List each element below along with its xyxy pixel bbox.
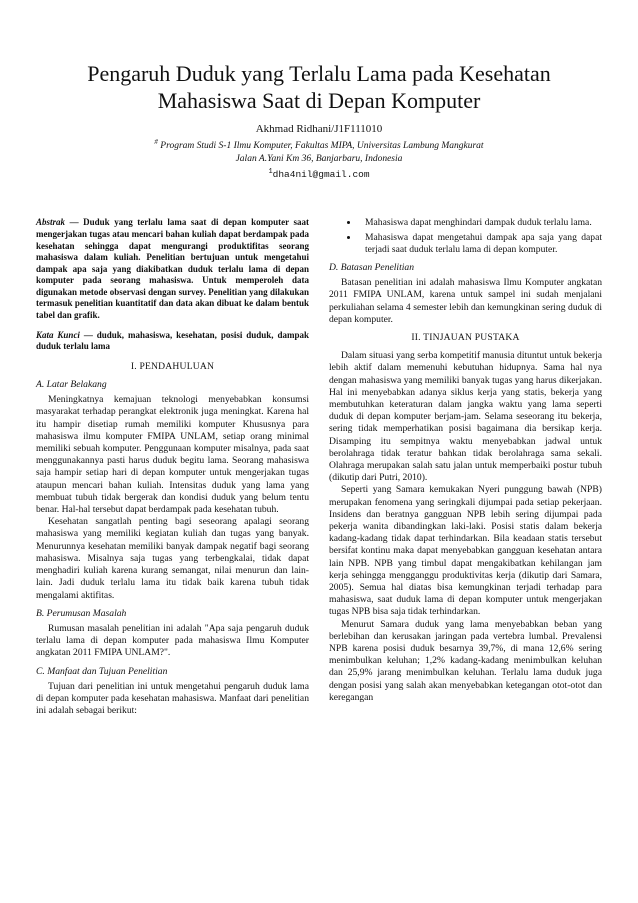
abstract-text: — Duduk yang terlalu lama saat di depan komputer saat mengerjakan tugas atau mencari bahan kuliah dapat berdampak pada kesehatan sehingga dapat mengurangi produktifitas seorang mahasiswa dalam kuliah. Penelitian bertujuan untuk mengetahui dampak apa saja yang diakibatkan duduk terlalu lama di depan komputer pada seorang mahasiswa. Untuk memperoleh data digunakan metode observasi dengan survey. Penelitian yang dilakukan termasuk penelitian kuantitatif dan data akan dibuat ke dalam bentuk tabel dan grafik. bbox=[36, 217, 309, 321]
subsection-c: C. Manfaat dan Tujuan Penelitian bbox=[36, 665, 168, 677]
paragraph-2b: Seperti yang Samara kemukakan Nyeri punggung bawah (NPB) merupakan fenomena yang seringkali dijumpai pada setiap pekerjaan. Insidens dan beratnya gangguan NPB lebih sering dijumpai pada pekerja wanita dibandingkan laki-laki. Posisi statis dalam bekerja kadang-kadang tidak dapat terhindarkan. Bila keadaan statis tersebut bersifat kontinu maka dapat menyebabkan gangguan kesehatan antara lain NPB. NPB yang timbul dapat mengakibatkan kehilangan jam kerja sehingga mengganggu produktivitas kerja (dikutip dari Samara, 2005). Semua hal diatas bisa kemungkinan terjadi terhadap para mahasiswa, saat duduk lama di depan komputer untuk mengerjakan tugas NPB bisa saja tidak terhindarkan. bbox=[329, 484, 602, 618]
paragraph-2a: Dalam situasi yang serba kompetitif manusia dituntut untuk bekerja lebih aktif dalam memenuhi kebutuhan hidupnya. Sama hal nya dengan mahasiswa yang memiliki banyak tugas yang harus dikerjakan. Hal ini menyebabkan adanya siklus kerja yang statis, bekerja yang membutuhkan keteraturan dalam jangka waktu yang lama seperti duduk di depan komputer berjam-jam. Selama seseorang itu bekerja, sering tidak memperhatikan posisi bagaimana dia bersikap kerja. Disamping itu sempitnya waktu menyebabkan jadwal untuk berolahraga tidak teratur bahkan tidak berolahraga sama sekali. Olahraga merupakan salah satu jalan untuk memperbaiki postur tubuh (dikutip dari Putri, 2010). bbox=[329, 350, 602, 484]
abstract bbox=[36, 217, 309, 321]
affiliation-text: Program Studi S-1 Ilmu Komputer, Fakultas MIPA, Universitas Lambung Mangkurat bbox=[160, 141, 484, 152]
subsection-b: B. Perumusan Masalah bbox=[36, 607, 127, 619]
paragraph-b: Rumusan masalah penelitian ini adalah "Apa saja pengaruh duduk terlalu lama di depan komputer pada mahasiswa Ilmu Komputer angkatan 2011 FMIPA UNLAM?". bbox=[36, 622, 309, 659]
keywords-text: — duduk, mahasiswa, kesehatan, posisi duduk, dampak duduk terlalu lama bbox=[36, 329, 309, 352]
email-text: dha4nil@gmail.com bbox=[272, 169, 370, 181]
section-heading-1: I. PENDAHULUAN bbox=[130, 360, 215, 372]
author-name: Akhmad Ridhani/J1F111010 bbox=[255, 123, 383, 135]
list-item: • Mahasiswa dapat mengetahui dampak apa saja yang dapat terjadi saat duduk terlalu lama di depan komputer. bbox=[359, 232, 602, 256]
abstract-label: Abstrak bbox=[36, 217, 66, 228]
affiliation bbox=[36, 136, 602, 153]
email-marker: 1 bbox=[268, 168, 273, 177]
affiliation-marker: # bbox=[154, 138, 158, 146]
list-item: • Mahasiswa dapat menghindari dampak duduk terlalu lama. bbox=[359, 217, 602, 229]
paragraph-c: Tujuan dari penelitian ini untuk mengetahui pengaruh duduk lama di depan komputer pada kesehatan mahasiswa. Manfaat dari penelitian ini adalah sebagai berikut: bbox=[36, 680, 309, 717]
paragraph-d: Batasan penelitian ini adalah mahasiswa Ilmu Komputer angkatan 2011 FMIPA UNLAM, karena untuk sampel ini sudah menjalani perkuliahan selama 4 semester lebih dan kemungkinan sering duduk di depan komputer. bbox=[329, 277, 602, 325]
title-line-1: Pengaruh Duduk yang Terlalu Lama pada Kesehatan bbox=[87, 61, 551, 86]
keywords bbox=[36, 330, 309, 353]
body-columns bbox=[36, 217, 602, 717]
paper-title bbox=[36, 60, 602, 114]
right-column bbox=[329, 217, 602, 717]
keywords-label: Kata Kunci bbox=[36, 329, 80, 340]
paragraph-a1: Meningkatnya kemajuan teknologi menyebabkan konsumsi masyarakat terhadap perangkat elektronik juga meningkat. Karena hal itu hampir disetiap rumah memiliki komputer Khususnya para mahasiswa ilmu komputer FMIPA UNLAM, setiap orang minimal memiliki sebuah komputer. Penggunaan komputer misalnya, pada saat menggunakannya pasti harus duduk begitu lama. Seorang mahasiswa saja hampir setiap hari di depan komputer untuk mengerjakan tugas ataupun mencari bahan kuliah. Intensitas duduk yang lama yang membuat tubuh tidak bergerak dan kondisi duduk yang belum tentu benar. Hal-hal tersebut dapat berdampak pada kesehatan tubuh. bbox=[36, 394, 309, 516]
subsection-a: A. Latar Belakang bbox=[36, 379, 107, 391]
section-heading-2: II. TINJAUAN PUSTAKA bbox=[411, 331, 520, 343]
title-line-2: Mahasiswa Saat di Depan Komputer bbox=[157, 88, 481, 113]
paragraph-a2: Kesehatan sangatlah penting bagi seseorang apalagi seorang mahasiswa yang memiliki kegiatan kuliah dan tugas yang banyak. Menurunnya kesehatan memiliki banyak dampak negatif bagi seorang mahasiswa. Misalnya saja tugas yang terbengkalai, tidak dapat menghadiri kuliah karena kurang semangat, nilai menurun dan lain-lain. Jadi duduk terlalu lama itu tidak baik karena tubuh tidak mengalami aktifitas. bbox=[36, 516, 309, 601]
paragraph-2c: Menurut Samara duduk yang lama menyebabkan beban yang berlebihan dan kerusakan jaringan pada vertebra lumbal. Prevalensi NPB karena posisi duduk besarnya 39,7%, di mana 12,6% sering menimbulkan keluhan; 1,2% kadang-kadang menimbulkan keluhan dan 25,9% jarang menimbulkan keluhan. Terlalu lama duduk juga dengan posisi yang salah akan menyebabkan ketegangan otot-otot dan keregangan bbox=[329, 618, 602, 703]
benefit-list bbox=[329, 217, 602, 256]
left-column bbox=[36, 217, 309, 717]
author-email bbox=[36, 166, 602, 181]
address: Jalan A.Yani Km 36, Banjarbaru, Indonesia bbox=[235, 154, 403, 165]
subsection-d: D. Batasan Penelitian bbox=[329, 261, 414, 273]
